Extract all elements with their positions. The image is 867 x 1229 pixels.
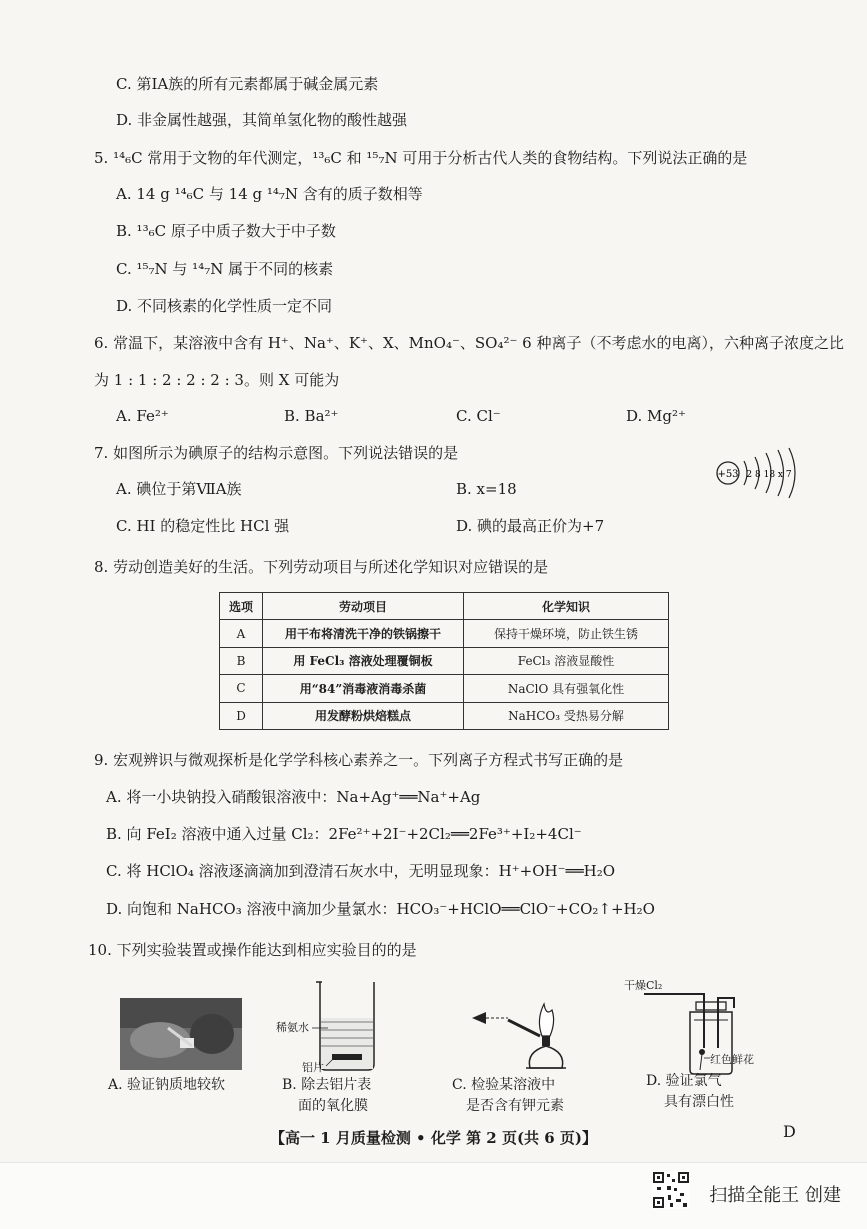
table-cell: 用“84”消毒液消毒杀菌 bbox=[263, 675, 464, 702]
q6-option-b: B. Ba²⁺ bbox=[284, 407, 339, 425]
labor-chemistry-table bbox=[219, 592, 669, 730]
table-row bbox=[220, 647, 669, 674]
table-row bbox=[220, 675, 669, 702]
table-cell: 用 FeCl₃ 溶液处理覆铜板 bbox=[263, 647, 464, 674]
table-cell: A bbox=[220, 620, 263, 647]
q7-option-a: A. 碘位于第ⅦA族 bbox=[116, 480, 242, 498]
q7-option-d: D. 碘的最高正价为+7 bbox=[456, 517, 605, 535]
table-cell: NaHCO₃ 受热易分解 bbox=[464, 702, 669, 729]
table-header: 劳动项目 bbox=[263, 593, 464, 620]
electron-shells: 2 8 18 x 7 bbox=[746, 470, 792, 480]
flame-test-diagram bbox=[466, 990, 570, 1074]
q9-stem: 9. 宏观辨识与微观探析是化学学科核心素养之一。下列离子方程式书写正确的是 bbox=[94, 751, 624, 769]
q5-option-d: D. 不同核素的化学性质一定不同 bbox=[116, 297, 333, 315]
red-flower-label: 红色鲜花 bbox=[710, 1053, 754, 1066]
q4-option-d: D. 非金属性越强，其简单氢化物的酸性越强 bbox=[116, 111, 408, 129]
q7-option-b: B. x=18 bbox=[456, 480, 517, 498]
q6-stem-line1: 6. 常温下，某溶液中含有 H⁺、Na⁺、K⁺、X、MnO₄⁻、SO₄²⁻ 6 种离子（不考虑水的电离），六种离子浓度之比 bbox=[94, 334, 844, 352]
page-footer: 【高一 1 月质量检测 • 化学 第 2 页(共 6 页)】 bbox=[269, 1129, 598, 1147]
q5-option-c: C. ¹⁵₇N 与 ¹⁴₇N 属于不同的核素 bbox=[116, 260, 334, 278]
figure-c-caption-line2: 是否含有钾元素 bbox=[466, 1098, 564, 1114]
figure-d-caption-line2: 具有漂白性 bbox=[664, 1094, 734, 1110]
q7-option-c: C. HI 的稳定性比 HCl 强 bbox=[116, 517, 290, 535]
aluminum-plate-label: 铝片 bbox=[302, 1061, 324, 1074]
corner-letter: D bbox=[783, 1122, 796, 1141]
table-row bbox=[220, 702, 669, 729]
figure-d-caption-line1: D. 验证氯气 bbox=[646, 1073, 722, 1089]
q4-option-c: C. 第ⅠA族的所有元素都属于碱金属元素 bbox=[116, 75, 379, 93]
q9-option-b: B. 向 FeI₂ 溶液中通入过量 Cl₂：2Fe²⁺+2I⁻+2Cl₂══2Fe³⁺+I₂+4Cl⁻ bbox=[106, 825, 582, 843]
q6-option-d: D. Mg²⁺ bbox=[626, 407, 686, 425]
sodium-cutting-photo bbox=[120, 998, 242, 1070]
q6-option-c: C. Cl⁻ bbox=[456, 407, 501, 425]
q5-stem: 5. ¹⁴₆C 常用于文物的年代测定，¹³₆C 和 ¹⁵₇N 可用于分析古代人类的食物结构。下列说法正确的是 bbox=[94, 149, 748, 167]
table-cell: 保持干燥环境，防止铁生锈 bbox=[464, 620, 669, 647]
figure-b-caption-line1: B. 除去铝片表 bbox=[282, 1077, 372, 1093]
table-cell: 用干布将清洗干净的铁锅擦干 bbox=[263, 620, 464, 647]
nucleus-charge: +53 bbox=[717, 469, 739, 480]
figure-c-caption-line1: C. 检验某溶液中 bbox=[452, 1077, 556, 1093]
table-cell: D bbox=[220, 702, 263, 729]
q5-option-b: B. ¹³₆C 原子中质子数大于中子数 bbox=[116, 222, 336, 240]
table-cell: B bbox=[220, 647, 263, 674]
q6-option-a: A. Fe²⁺ bbox=[116, 407, 169, 425]
scanner-watermark-text: 扫描全能王 创建 bbox=[709, 1185, 841, 1206]
q5-option-a: A. 14 g ¹⁴₆C 与 14 g ¹⁴₇N 含有的质子数相等 bbox=[116, 185, 423, 203]
figure-a-caption: A. 验证钠质地较软 bbox=[108, 1077, 226, 1093]
qr-code-icon bbox=[652, 1171, 690, 1209]
q9-option-c: C. 将 HClO₄ 溶液逐滴滴加到澄清石灰水中，无明显现象：H⁺+OH⁻══H₂O bbox=[106, 862, 615, 880]
table-cell: NaClO 具有强氧化性 bbox=[464, 675, 669, 702]
q9-option-a: A. 将一小块钠投入硝酸银溶液中：Na+Ag⁺══Na⁺+Ag bbox=[106, 788, 481, 806]
table-row bbox=[220, 620, 669, 647]
dilute-ammonia-label: 稀氨水 bbox=[276, 1021, 309, 1034]
table-header: 选项 bbox=[220, 593, 263, 620]
q6-stem-line2: 为 1 : 1 : 2 : 2 : 2 : 3。则 X 可能为 bbox=[94, 371, 340, 389]
table-cell: FeCl₃ 溶液显酸性 bbox=[464, 647, 669, 674]
table-header: 化学知识 bbox=[464, 593, 669, 620]
q8-stem: 8. 劳动创造美好的生活。下列劳动项目与所述化学知识对应错误的是 bbox=[94, 558, 549, 576]
q9-option-d: D. 向饱和 NaHCO₃ 溶液中滴加少量氯水：HCO₃⁻+HClO══ClO⁻+CO₂↑+H₂O bbox=[106, 900, 655, 918]
table-cell: 用发酵粉烘焙糕点 bbox=[263, 702, 464, 729]
dry-chlorine-label: 干燥Cl₂ bbox=[624, 979, 663, 992]
iodine-atom-structure-diagram bbox=[714, 445, 804, 501]
q10-stem: 10. 下列实验装置或操作能达到相应实验目的的是 bbox=[88, 941, 417, 959]
table-cell: C bbox=[220, 675, 263, 702]
figure-b-caption-line2: 面的氧化膜 bbox=[298, 1098, 368, 1114]
q7-stem: 7. 如图所示为碘原子的结构示意图。下列说法错误的是 bbox=[94, 444, 459, 462]
table-header-row bbox=[220, 593, 669, 620]
